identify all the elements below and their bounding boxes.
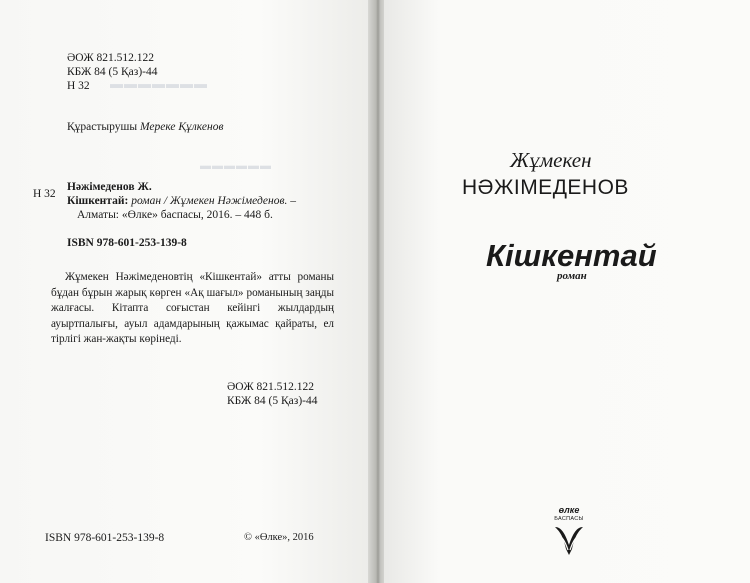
compiler-name: Мереке Құлкенов [139, 121, 224, 133]
compiler-line [67, 120, 223, 134]
book-genre: роман [557, 270, 587, 282]
show-through-ghost-text: ▬▬▬▬▬▬▬ [110, 76, 208, 91]
catalog-publication: Алматы: «Өлке» баспасы, 2016. – 448 б. [77, 209, 273, 221]
udc-code-top: ӘОЖ 821.512.122 [67, 52, 155, 64]
catalog-dash: – [287, 195, 296, 207]
author-first-name: Жұмекен [510, 148, 592, 172]
bbk-code-bottom: КБЖ 84 (5 Қаз)-44 [227, 395, 318, 407]
right-page [384, 0, 750, 583]
isbn-footer: ISBN 978-601-253-139-8 [45, 532, 165, 544]
author-last-name: НӘЖІМЕДЕНОВ [462, 176, 629, 199]
catalog-title: Кішкентай: [67, 195, 129, 207]
author-mark-side: Н 32 [33, 188, 56, 200]
book-title: Кішкентай [486, 238, 657, 273]
catalog-title-line [67, 194, 296, 208]
catalog-author: Нәжімеденов Ж. [67, 181, 152, 193]
bbk-code-top: КБЖ 84 (5 Қаз)-44 [67, 66, 158, 78]
isbn-bold: ISBN 978-601-253-139-8 [67, 237, 187, 249]
annotation-paragraph: Жұмекен Нәжімеденовтің «Кішкентай» атты романы бұдан бұрын жарық көрген «Ақ шағыл» романының заңды жалғасы. Кітапта соғыстан кейінгі жылдардың ауыртпалығы, ауыл адамдарының қажымас қайраты, ел тірлігі жан-жақты көрінеді. [51, 271, 334, 345]
compiler-label: Құрастырушы [67, 121, 138, 133]
catalog-genre-resp: роман / Жұмекен Нәжімеденов. [131, 195, 288, 207]
show-through-ghost-text-2: ▬▬▬▬▬▬ [200, 160, 272, 172]
author-mark-top: Н 32 [67, 80, 90, 92]
left-page [0, 0, 372, 583]
copyright-notice: © «Өлке», 2016 [244, 532, 314, 543]
publisher-logo-text: өлке [558, 505, 580, 515]
publisher-logo-subtext: БАСПАСЫ [554, 516, 584, 522]
udc-code-bottom: ӘОЖ 821.512.122 [227, 381, 315, 393]
